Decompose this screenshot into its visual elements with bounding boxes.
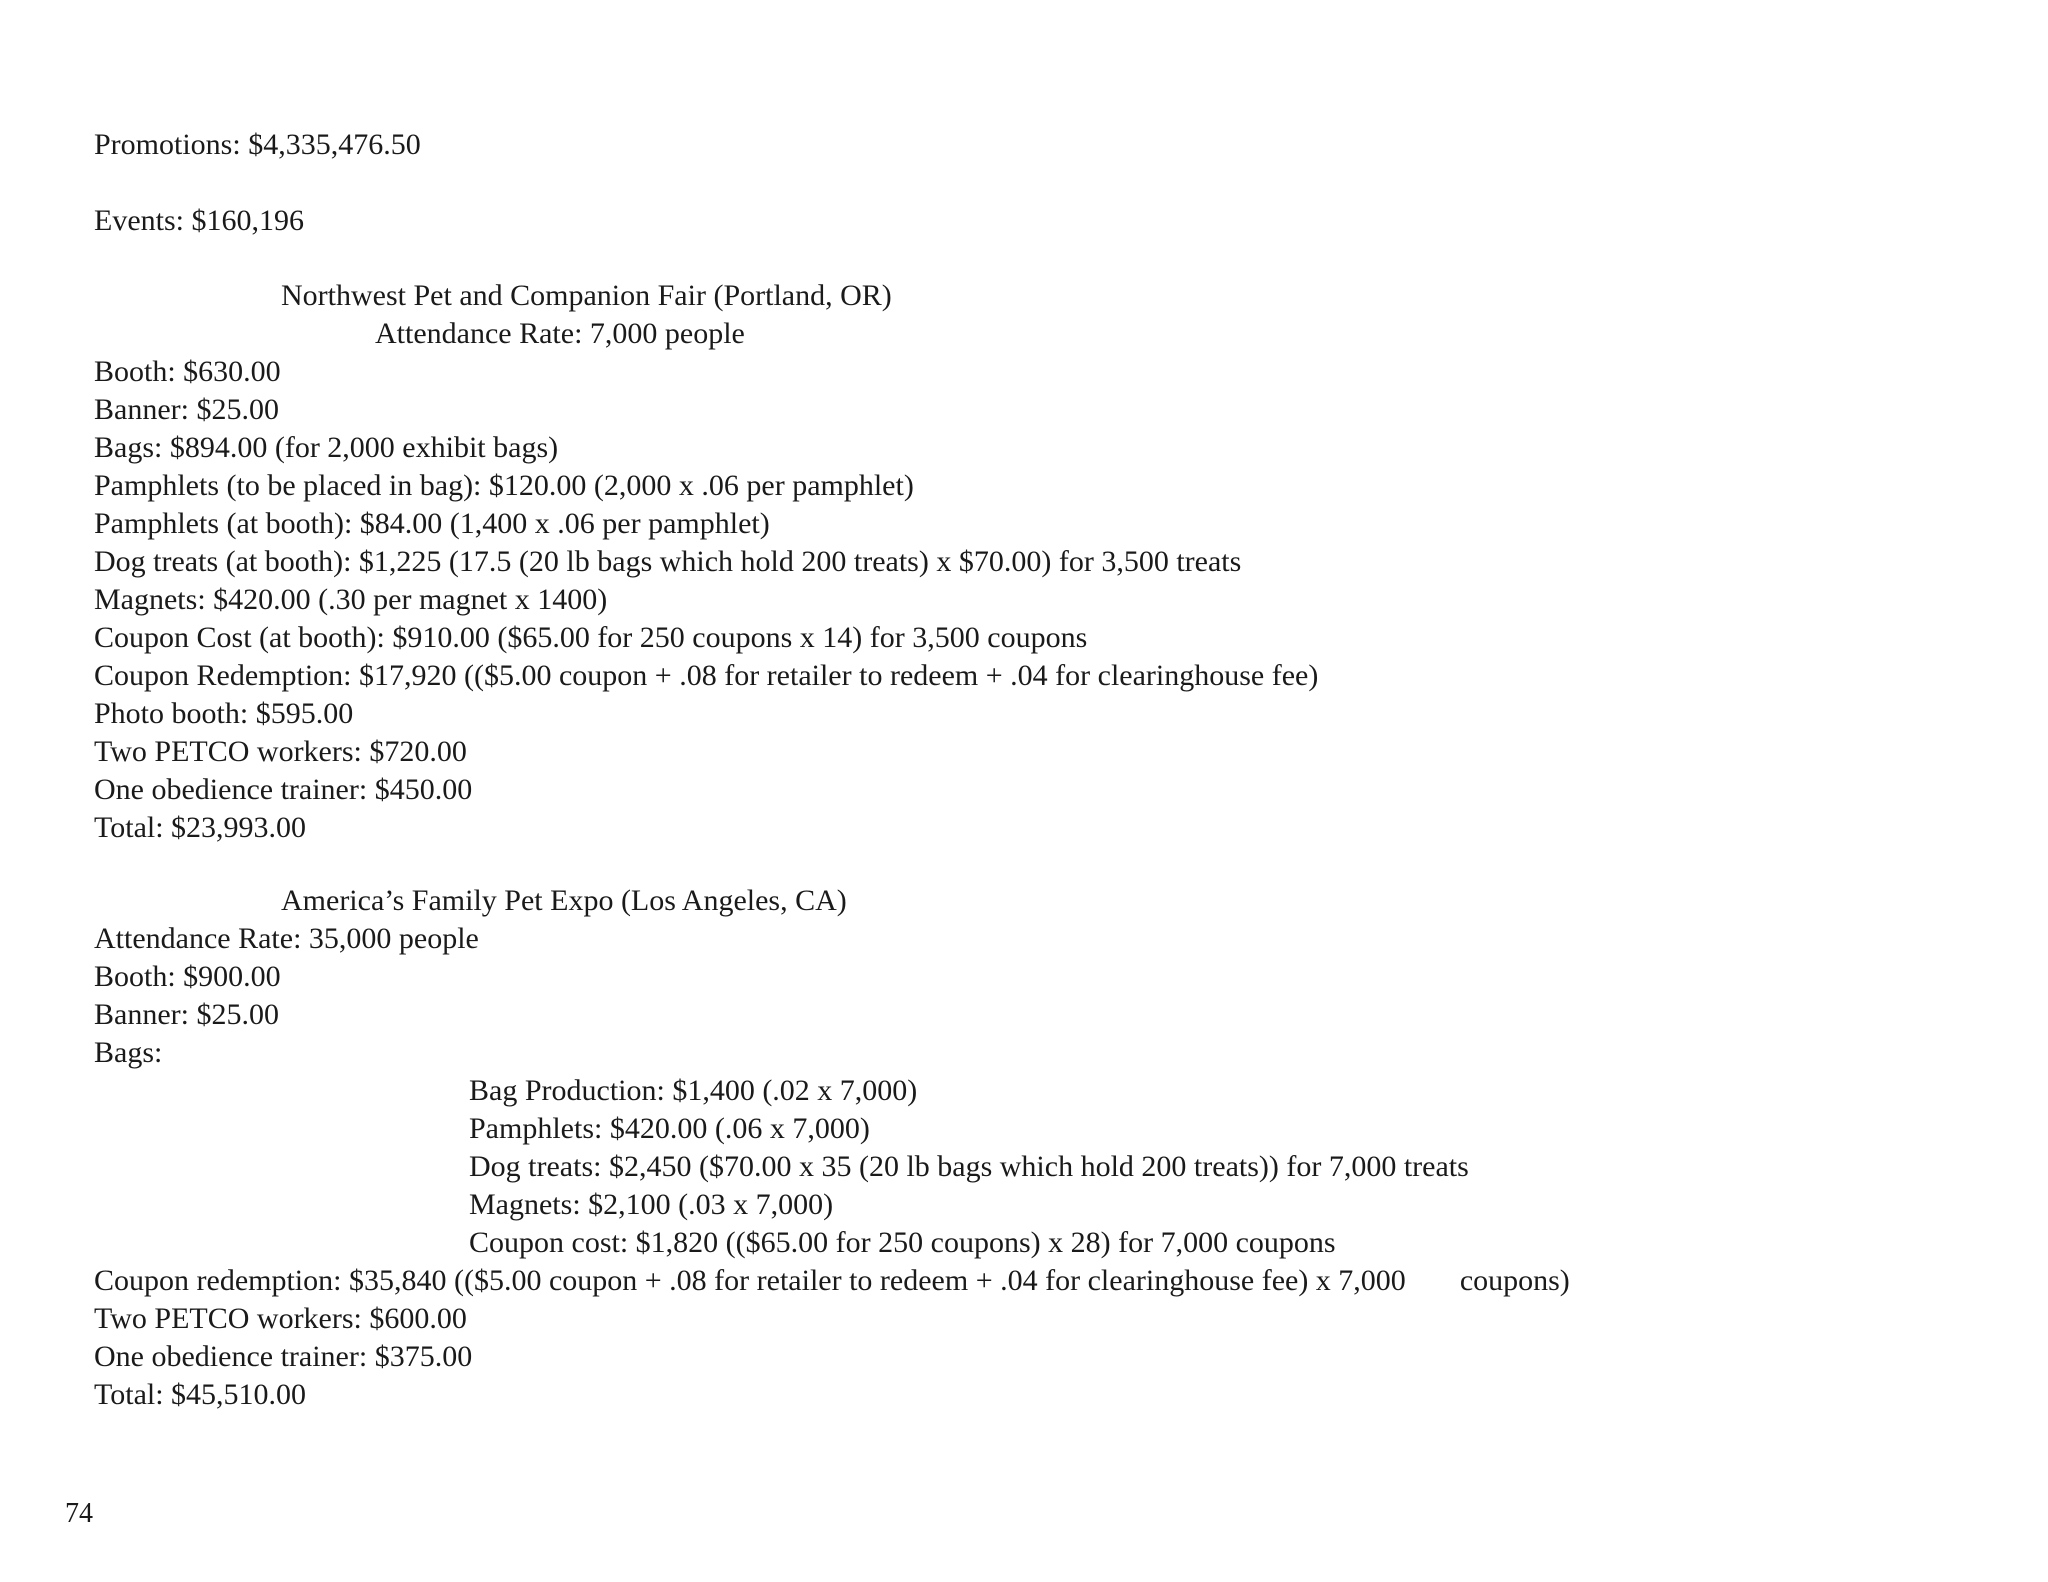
northwest-banner: Banner: $25.00: [94, 393, 279, 426]
northwest-title: Northwest Pet and Companion Fair (Portland, OR): [281, 279, 892, 312]
northwest-pamphlets-booth: Pamphlets (at booth): $84.00 (1,400 x .06 per pamphlet): [94, 507, 770, 540]
northwest-trainer: One obedience trainer: $450.00: [94, 773, 473, 806]
america-banner: Banner: $25.00: [94, 998, 279, 1031]
events-line: Events: $160,196: [94, 204, 304, 237]
northwest-total: Total: $23,993.00: [94, 811, 307, 844]
america-coupon-redemption-tail: coupons): [1459, 1264, 1570, 1297]
america-bag-production: Bag Production: $1,400 (.02 x 7,000): [469, 1074, 918, 1107]
america-booth: Booth: $900.00: [94, 960, 281, 993]
america-workers: Two PETCO workers: $600.00: [94, 1302, 467, 1335]
promotions-line: Promotions: $4,335,476.50: [94, 128, 421, 161]
america-coupon-redemption: [94, 1262, 1570, 1300]
northwest-attendance: Attendance Rate: 7,000 people: [375, 317, 745, 350]
america-coupon-redemption-text: Coupon redemption: $35,840 (($5.00 coupon + .08 for retailer to redeem + .04 for clearinghouse fee) x 7,000: [94, 1264, 1406, 1297]
northwest-dog-treats: Dog treats (at booth): $1,225 (17.5 (20 lb bags which hold 200 treats) x $70.00) for 3,500 treats: [94, 545, 1242, 578]
america-bags-label: Bags:: [94, 1036, 163, 1069]
northwest-magnets: Magnets: $420.00 (.30 per magnet x 1400): [94, 583, 608, 616]
northwest-booth: Booth: $630.00: [94, 355, 281, 388]
northwest-bags: Bags: $894.00 (for 2,000 exhibit bags): [94, 431, 559, 464]
northwest-coupon-cost: Coupon Cost (at booth): $910.00 ($65.00 for 250 coupons x 14) for 3,500 coupons: [94, 621, 1088, 654]
northwest-coupon-redemption: Coupon Redemption: $17,920 (($5.00 coupon + .08 for retailer to redeem + .04 for clearinghouse fee): [94, 659, 1319, 692]
northwest-pamphlets-bag: Pamphlets (to be placed in bag): $120.00 (2,000 x .06 per pamphlet): [94, 469, 914, 502]
northwest-photo-booth: Photo booth: $595.00: [94, 697, 354, 730]
america-trainer: One obedience trainer: $375.00: [94, 1340, 473, 1373]
america-attendance: Attendance Rate: 35,000 people: [94, 922, 479, 955]
america-bag-coupon-cost: Coupon cost: $1,820 (($65.00 for 250 coupons) x 28) for 7,000 coupons: [469, 1226, 1336, 1259]
america-total: Total: $45,510.00: [94, 1378, 307, 1411]
america-bag-pamphlets: Pamphlets: $420.00 (.06 x 7,000): [469, 1112, 870, 1145]
america-title: America’s Family Pet Expo (Los Angeles, CA): [281, 884, 847, 917]
page-number: 74: [65, 1498, 93, 1529]
america-bag-magnets: Magnets: $2,100 (.03 x 7,000): [469, 1188, 834, 1221]
america-bag-dog-treats: Dog treats: $2,450 ($70.00 x 35 (20 lb bags which hold 200 treats)) for 7,000 treats: [469, 1150, 1469, 1183]
northwest-workers: Two PETCO workers: $720.00: [94, 735, 467, 768]
